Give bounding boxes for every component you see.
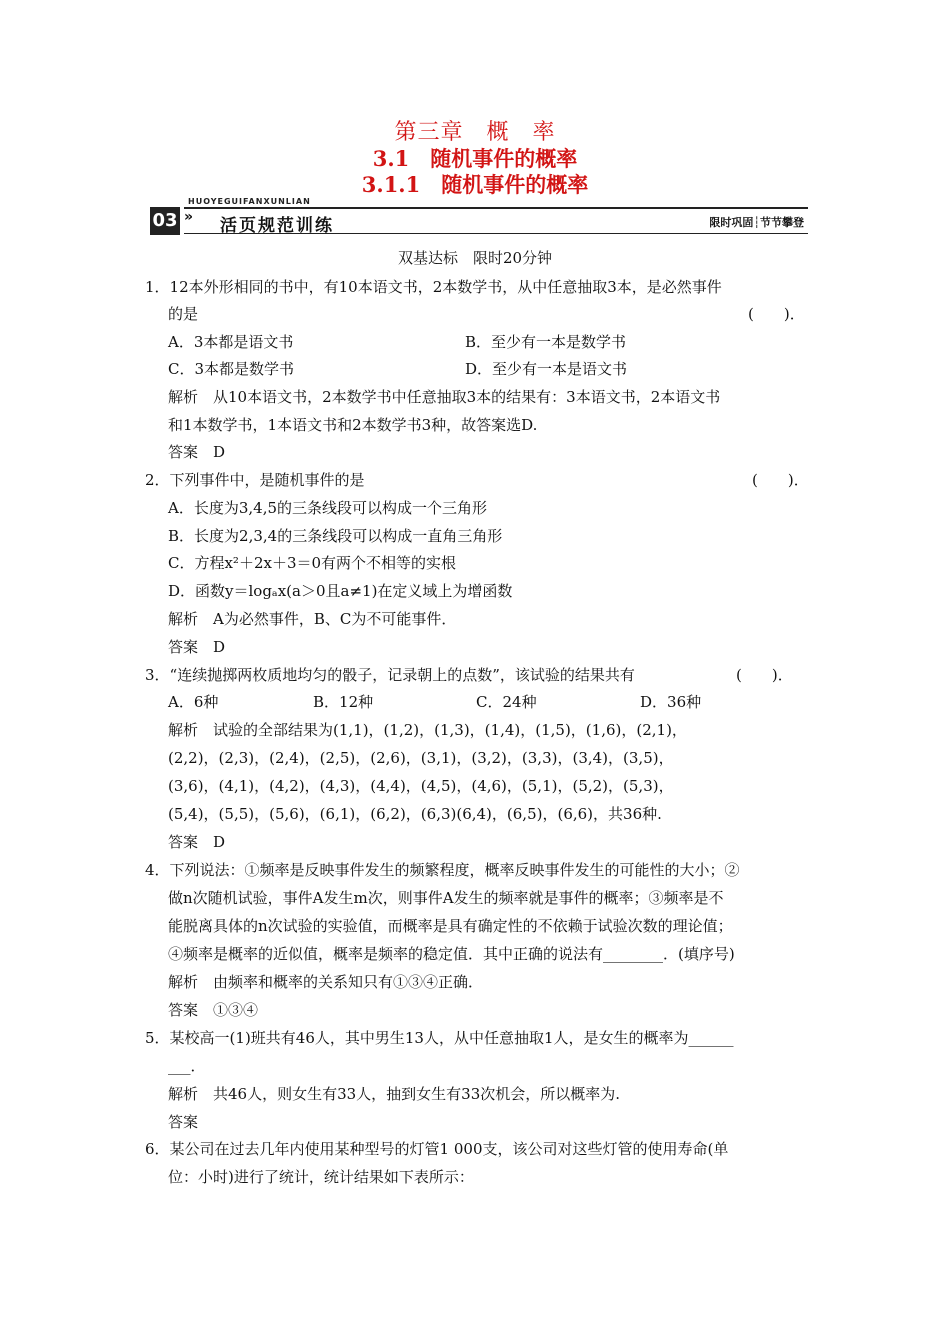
q2-option-b: B．长度为2,3,4的三条线段可以构成一直角三角形 (168, 527, 503, 545)
q1-option-d: D．至少有一本是语文书 (465, 360, 628, 378)
q3-line1: 3．“连续抛掷两枚质地均匀的骰子，记录朝上的点数”，该试验的结果共有 (145, 666, 635, 684)
section-title: 3.1 随机事件的概率 (372, 146, 578, 171)
q1-option-c: C．3本都是数学书 (168, 360, 295, 378)
q1-option-a: A．3本都是语文书 (168, 333, 294, 351)
q1-line2: 的是 (168, 305, 199, 323)
q2-line1: 2．下列事件中，是随机事件的是 (145, 471, 365, 489)
q2-blank: ( )． (752, 471, 809, 489)
q4-explanation: 解析 由频率和概率的关系知只有①③④正确． (168, 973, 484, 991)
q3-blank: ( )． (736, 666, 793, 684)
q1-answer: 答案 D (168, 443, 226, 461)
q3-explanation-3: (3,6)，(4,1)，(4,2)，(4,3)，(4,4)，(4,5)，(4,6)，(5,1)，(5,2)，(5,3)， (168, 777, 674, 795)
subsection-title: 3.1.1 随机事件的概率 (361, 172, 589, 197)
q5-explanation: 解析 共46人，则女生有33人，抽到女生有33次机会，所以概率为. (168, 1085, 621, 1103)
q5-answer: 答案 (168, 1113, 199, 1131)
q2-option-c: C．方程x²＋2x＋3＝0有两个不相等的实根 (168, 554, 457, 572)
q4-line1: 4．下列说法：①频率是反映事件发生的频繁程度，概率反映事件发生的可能性的大小；② (145, 861, 740, 879)
q3-explanation-2: (2,2)，(2,3)，(2,4)，(2,5)，(2,6)，(3,1)，(3,2)，(3,3)，(3,4)，(3,5)， (168, 749, 674, 767)
banner-right-tag: 限时巩固┆节节攀登 (709, 216, 804, 229)
title-block (0, 120, 950, 198)
q3-option-a: A．6种 (168, 693, 219, 711)
banner-title: 活页规范训练 (220, 216, 334, 236)
q4-line2: 做n次随机试验，事件A发生m次，则事件A发生的频率就是事件的概率；③频率是不 (168, 889, 724, 907)
q4-answer: 答案 ①③④ (168, 1001, 259, 1019)
q1-explanation-2: 和1本数学书，1本语文书和2本数学书3种，故答案选D. (168, 416, 538, 434)
q2-answer: 答案 D (168, 638, 226, 656)
q3-option-b: B．12种 (313, 693, 374, 711)
q6-line2: 位：小时)进行了统计，统计结果如下表所示： (168, 1168, 474, 1186)
q2-option-a: A．长度为3,4,5的三条线段可以构成一个三角形 (168, 499, 488, 517)
q1-explanation-1: 解析 从10本语文书，2本数学书中任意抽取3本的结果有：3本语文书，2本语文书 (168, 388, 721, 406)
chapter-title: 第三章 概 率 (394, 120, 556, 145)
q3-explanation-1: 解析 试验的全部结果为(1,1)，(1,2)，(1,3)，(1,4)，(1,5)，(1,6)，(2,1)， (168, 721, 687, 739)
q3-answer: 答案 D (168, 833, 226, 851)
banner-pinyin: HUOYEGUIFANXUNLIAN (188, 197, 311, 206)
q5-line2: ___． (168, 1057, 206, 1075)
q5-line1: 5．某校高一(1)班共有46人，其中男生13人，从中任意抽取1人，是女生的概率为______ (145, 1029, 734, 1047)
q1-blank: ( )． (748, 305, 805, 323)
q3-option-c: C．24种 (476, 693, 537, 711)
q3-explanation-4: (5,4)，(5,5)，(5,6)，(6,1)，(6,2)，(6,3)(6,4)，(6,5)，(6,6)，共36种. (168, 805, 662, 823)
q1-option-b: B．至少有一本是数学书 (465, 333, 627, 351)
banner-top-rule (184, 207, 808, 209)
q4-line3: 能脱离具体的n次试验的实验值，而概率是具有确定性的不依赖于试验次数的理论值； (168, 917, 733, 935)
banner-number: 03 (150, 207, 180, 235)
q2-explanation: 解析 A为必然事件，B、C为不可能事件． (168, 610, 457, 628)
q4-line4: ④频率是概率的近似值，概率是频率的稳定值．其中正确的说法有________．(填序号) (168, 945, 735, 963)
q2-option-d: D．函数y＝logₐx(a＞0且a≠1)在定义域上为增函数 (168, 582, 513, 600)
section-banner (148, 197, 808, 237)
q6-line1: 6．某公司在过去几年内使用某种型号的灯管1 000支，该公司对这些灯管的使用寿命(单 (145, 1140, 729, 1158)
q1-line1: 1．12本外形相同的书中，有10本语文书，2本数学书，从中任意抽取3本，是必然事件 (145, 278, 722, 296)
q3-option-d: D．36种 (640, 693, 702, 711)
subtitle: 双基达标 限时20分钟 (397, 249, 553, 267)
chevron-icon: » (184, 209, 194, 225)
